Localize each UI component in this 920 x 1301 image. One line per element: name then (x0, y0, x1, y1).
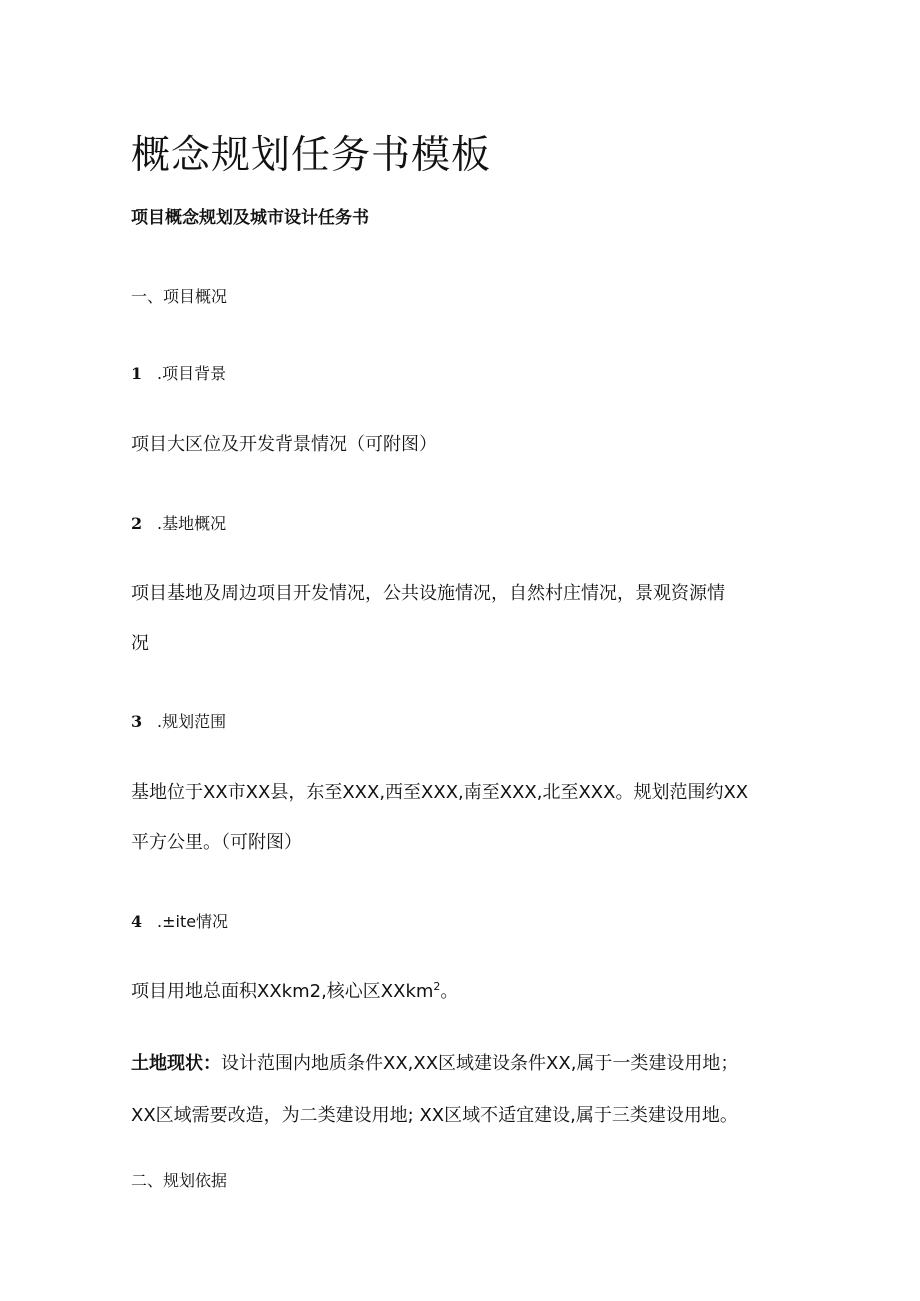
item-number: 1 (131, 364, 143, 383)
superscript-two: 2 (433, 980, 441, 993)
item-label: .基地概况 (157, 514, 227, 533)
land-area-text: 项目用地总面积XXkm2,核心区XXkm (131, 981, 434, 1002)
item-text-site-line2: 况 (131, 633, 149, 654)
document-subtitle: 项目概念规划及城市设计任务书 (131, 208, 369, 228)
item-label: .±ite情况 (157, 912, 229, 931)
item-number: 3 (131, 712, 143, 731)
item-number: 4 (131, 912, 143, 931)
item-text-scope-line1: 基地位于XX市XX县，东至XXX,西至XXX,南至XXX,北至XXX。规划范围约XX (131, 782, 749, 803)
item-text-background: 项目大区位及开发背景情况（可附图） (131, 434, 437, 455)
item-text-land (131, 977, 458, 1003)
item-label: .项目背景 (157, 364, 227, 383)
land-status-label: 土地现状： (131, 1053, 221, 1074)
item-text-scope-line2: 平方公里。（可附图） (131, 832, 302, 853)
land-status-line2: XX区域需要改造，为二类建设用地; XX区域不适宜建设,属于三类建设用地。 (131, 1105, 738, 1126)
section-heading-overview: 一、项目概况 (131, 287, 228, 306)
land-status-text: 设计范围内地质条件XX,XX区域建设条件XX,属于一类建设用地； (221, 1053, 739, 1074)
document-title: 概念规划任务书模板 (131, 133, 492, 178)
land-area-end: 。 (440, 981, 459, 1002)
item-heading-site (131, 511, 226, 534)
item-heading-land (131, 909, 228, 932)
item-text-site-line1: 项目基地及周边项目开发情况，公共设施情况，自然村庄情况，景观资源情 (131, 583, 725, 604)
section-heading-basis: 二、规划依据 (131, 1171, 228, 1190)
item-number: 2 (131, 514, 143, 533)
item-label: .规划范围 (157, 712, 227, 731)
item-heading-scope (131, 709, 226, 732)
land-status-line1 (131, 1049, 738, 1075)
item-heading-background (131, 361, 226, 384)
